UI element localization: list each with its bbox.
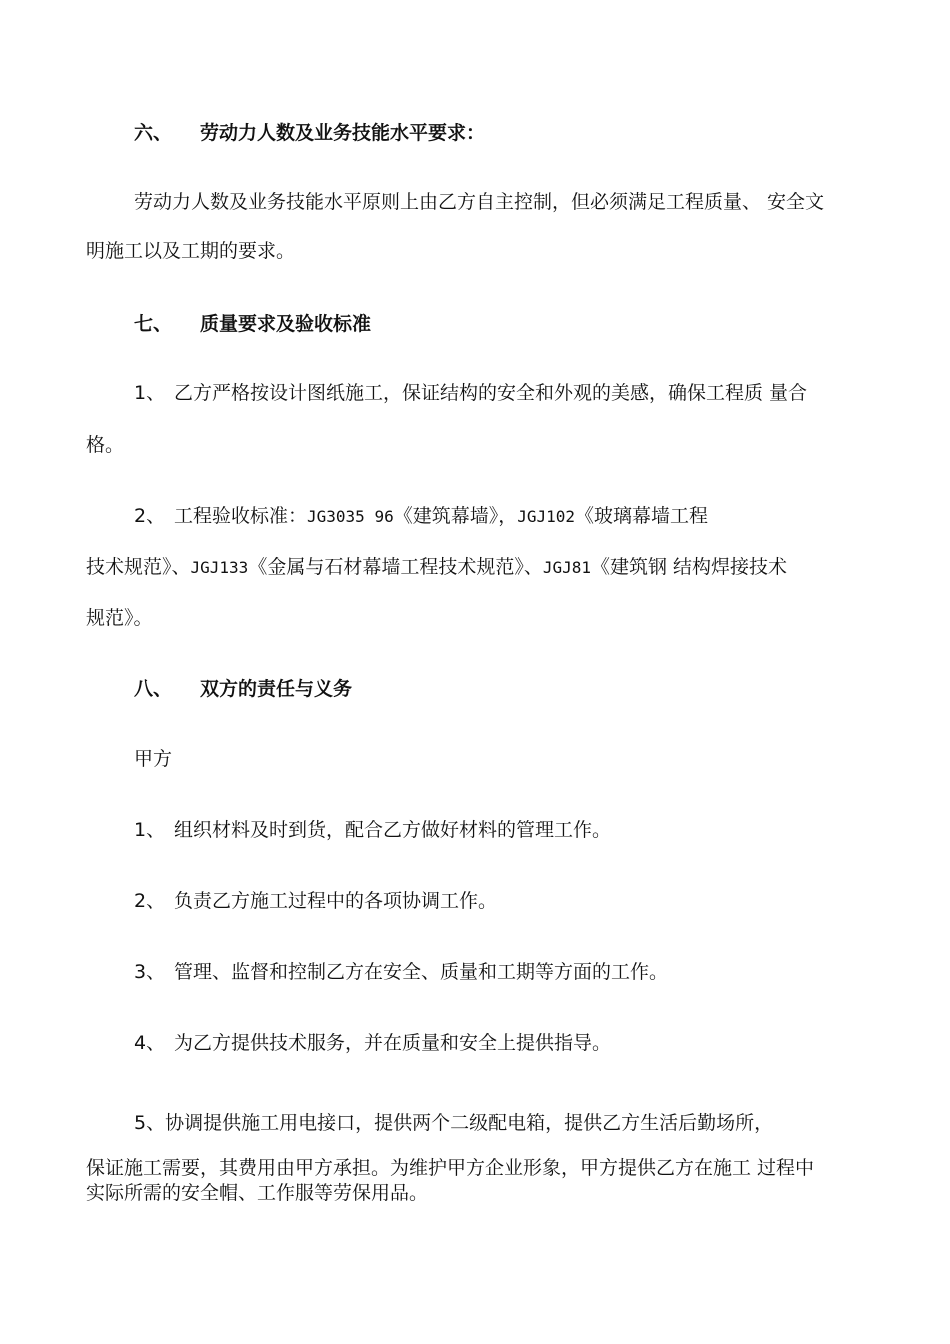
section-8-item-1	[134, 818, 611, 842]
standard-name-tech-spec: 技术规范》、	[86, 556, 191, 578]
section-8-item-2	[134, 889, 497, 913]
standard-name-glass-curtain-wall: 《玻璃幕墙工程	[575, 505, 709, 527]
section-6-para-line-2: 明施工以及工期的要求。	[86, 240, 296, 262]
section-8-item-3-number: 3、	[134, 961, 166, 983]
party-a-label: 甲方	[134, 748, 173, 770]
section-8-item-4-text: 为乙方提供技术服务，并在质量和安全上提供指导。	[174, 1032, 612, 1054]
section-8-number: 八、	[134, 678, 173, 700]
section-7-item-2-number: 2、	[134, 505, 166, 527]
section-8-item-1-number: 1、	[134, 819, 166, 841]
section-8-item-5-line-1: 5、协调提供施工用电接口，提供两个二级配电箱，提供乙方生活后勤场所，	[134, 1112, 774, 1134]
standard-code-jgj133: JGJ133	[190, 558, 249, 577]
section-8-item-4	[134, 1031, 611, 1055]
section-6-title: 劳动力人数及业务技能水平要求：	[200, 122, 486, 144]
section-7-item-2-prefix: 工程验收标准：	[174, 505, 308, 527]
standard-code-jg3035: JG3035 96	[307, 507, 394, 526]
section-7-number: 七、	[134, 313, 173, 335]
section-7-title: 质量要求及验收标准	[200, 313, 372, 335]
section-8-item-2-number: 2、	[134, 890, 166, 912]
standard-name-curtain-wall: 《建筑幕墙》	[393, 505, 499, 527]
section-6-para-line-1: 劳动力人数及业务技能水平原则上由乙方自主控制，但必须满足工程质量、 安全文	[134, 191, 825, 213]
section-8-item-4-number: 4、	[134, 1032, 166, 1054]
section-7-heading	[134, 312, 371, 336]
section-8-item-2-text: 负责乙方施工过程中的各项协调工作。	[174, 890, 498, 912]
section-7-item-1-text: 乙方严格按设计图纸施工，保证结构的安全和外观的美感，确保工程质 量合	[174, 382, 808, 404]
section-8-item-5-line-2: 保证施工需要，其费用由甲方承担。为维护甲方企业形象，甲方提供乙方在施工 过程中	[86, 1157, 815, 1179]
section-7-item-1-line-1	[134, 381, 807, 405]
standard-name-steel-welding: 《建筑钢 结构焊接技术	[591, 556, 788, 578]
section-7-item-2-line-2	[86, 555, 787, 580]
section-8-item-1-text: 组织材料及时到货，配合乙方做好材料的管理工作。	[174, 819, 612, 841]
section-7-item-2-line-3: 规范》。	[86, 607, 153, 629]
section-8-item-5-line-3: 实际所需的安全帽、工作服等劳保用品。	[86, 1182, 429, 1204]
section-7-item-1-number: 1、	[134, 382, 166, 404]
standard-name-metal-stone: 《金属与石材幕墙工程技术规范》、	[248, 556, 543, 578]
section-8-item-3-text: 管理、监督和控制乙方在安全、质量和工期等方面的工作。	[174, 961, 669, 983]
section-8-title: 双方的责任与义务	[200, 678, 353, 700]
section-6-heading	[134, 121, 485, 145]
section-6-number: 六、	[134, 122, 173, 144]
section-8-item-3	[134, 960, 668, 984]
separator: ，	[498, 505, 518, 527]
section-8-heading	[134, 677, 352, 701]
section-7-item-1-line-2: 格。	[86, 434, 125, 456]
standard-code-jgj81: JGJ81	[542, 558, 591, 577]
standard-code-jgj102: JGJ102	[517, 507, 576, 526]
section-7-item-2-line-1	[134, 504, 708, 529]
